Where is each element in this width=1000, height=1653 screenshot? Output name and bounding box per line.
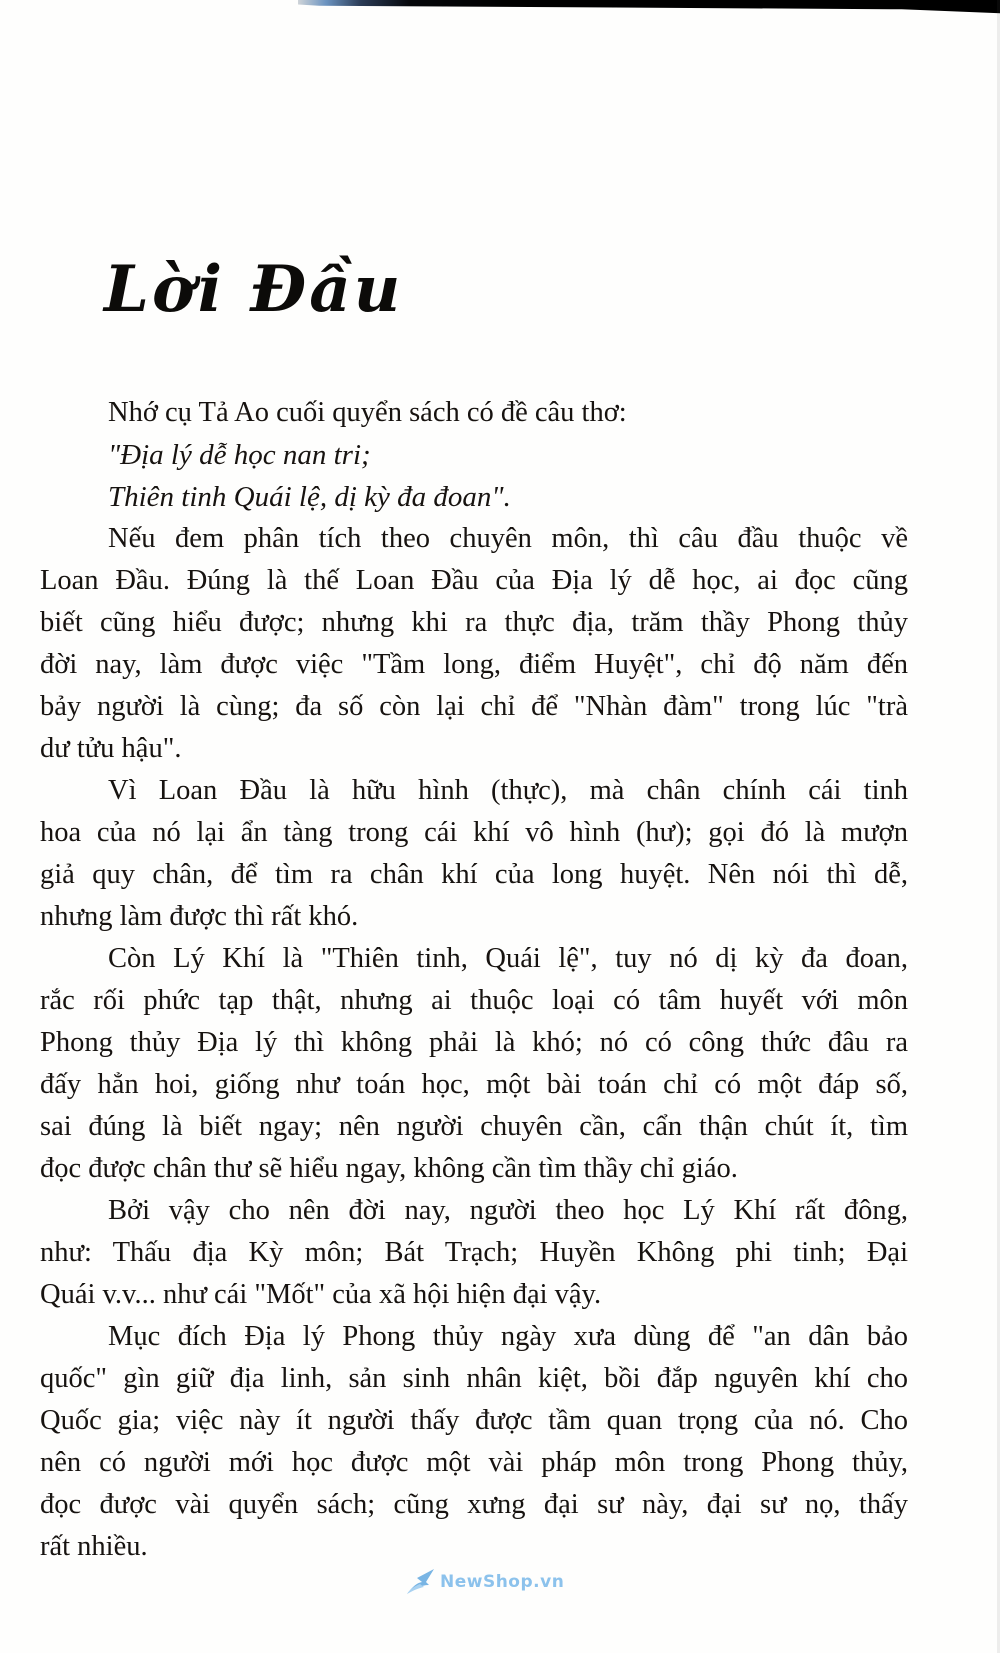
text-line: Nhớ cụ Tả Ao cuối quyển sách có đề câu thơ: <box>108 397 627 428</box>
text-line: Quái v.v... như cái "Mốt" của xã hội hiện đại vậy. <box>40 1279 602 1310</box>
page-title: Lời Đầu <box>104 252 404 327</box>
scan-artifact-top-bar <box>298 0 1000 15</box>
text-line: đấy hẳn hoi, giống như toán học, một bài toán chỉ có một đáp số, <box>40 1069 908 1100</box>
text-line: Nếu đem phân tích theo chuyên môn, thì câu đầu thuộc về <box>108 523 908 554</box>
text-line: Mục đích Địa lý Phong thủy ngày xưa dùng để "an dân bảo <box>108 1321 908 1352</box>
text-line: sai đúng là biết ngay; nên người chuyên cần, cẩn thận chút ít, tìm <box>40 1111 908 1142</box>
text-line: đời nay, làm được việc "Tầm long, điểm Huyệt", chỉ độ năm đến <box>40 649 908 680</box>
text-line: rắc rối phức tạp thật, nhưng ai thuộc loại có tâm huyết với môn <box>40 985 908 1016</box>
text-line: Còn Lý Khí là "Thiên tinh, Quái lệ", tuy nó dị kỳ đa đoan, <box>108 943 908 974</box>
text-line: đọc được chân thư sẽ hiểu ngay, không cần tìm thầy chỉ giáo. <box>40 1153 738 1184</box>
text-line: Bởi vậy cho nên đời nay, người theo học Lý Khí rất đông, <box>108 1195 908 1226</box>
text-block <box>40 392 908 1568</box>
text-line: rất nhiều. <box>40 1531 148 1562</box>
text-line: quốc" gìn giữ địa linh, sản sinh nhân kiệt, bồi đắp nguyên khí cho <box>40 1363 908 1394</box>
text-line: Phong thủy Địa lý thì không phải là khó; nó có công thức đâu ra <box>40 1027 908 1058</box>
text-line: nhưng làm được thì rất khó. <box>40 901 359 932</box>
text-line: nên có người mới học được một vài pháp môn trong Phong thủy, <box>40 1447 908 1478</box>
text-line: Vì Loan Đầu là hữu hình (thực), mà chân chính cái tinh <box>108 775 908 806</box>
text-line: hoa của nó lại ẩn tàng trong cái khí vô hình (hư); gọi đó là mượn <box>40 817 908 848</box>
text-line: Loan Đầu. Đúng là thế Loan Đầu của Địa lý dễ học, ai đọc cũng <box>40 565 908 596</box>
arrow-swoosh-icon <box>406 1568 436 1596</box>
text-line: đọc được vài quyển sách; cũng xưng đại sư này, đại sư nọ, thấy <box>40 1489 908 1520</box>
text-line: Thiên tinh Quái lệ, dị kỳ đa đoan". <box>108 481 511 513</box>
text-line: giả quy chân, để tìm ra chân khí của long huyệt. Nên nói thì dễ, <box>40 859 908 890</box>
watermark-text: NewShop.vn <box>440 1572 565 1592</box>
text-line: như: Thấu địa Kỳ môn; Bát Trạch; Huyền Không phi tinh; Đại <box>40 1237 908 1268</box>
text-line: dư tửu hậu". <box>40 733 182 764</box>
watermark <box>406 1568 564 1596</box>
text-line: Quốc gia; việc này ít người thấy được tầm quan trọng của nó. Cho <box>40 1405 908 1436</box>
text-line: "Địa lý dễ học nan tri; <box>108 439 371 471</box>
text-line: bảy người là cùng; đa số còn lại chỉ để "Nhàn đàm" trong lúc "trà <box>40 691 908 722</box>
text-line: biết cũng hiểu được; nhưng khi ra thực địa, trăm thầy Phong thủy <box>40 607 908 638</box>
